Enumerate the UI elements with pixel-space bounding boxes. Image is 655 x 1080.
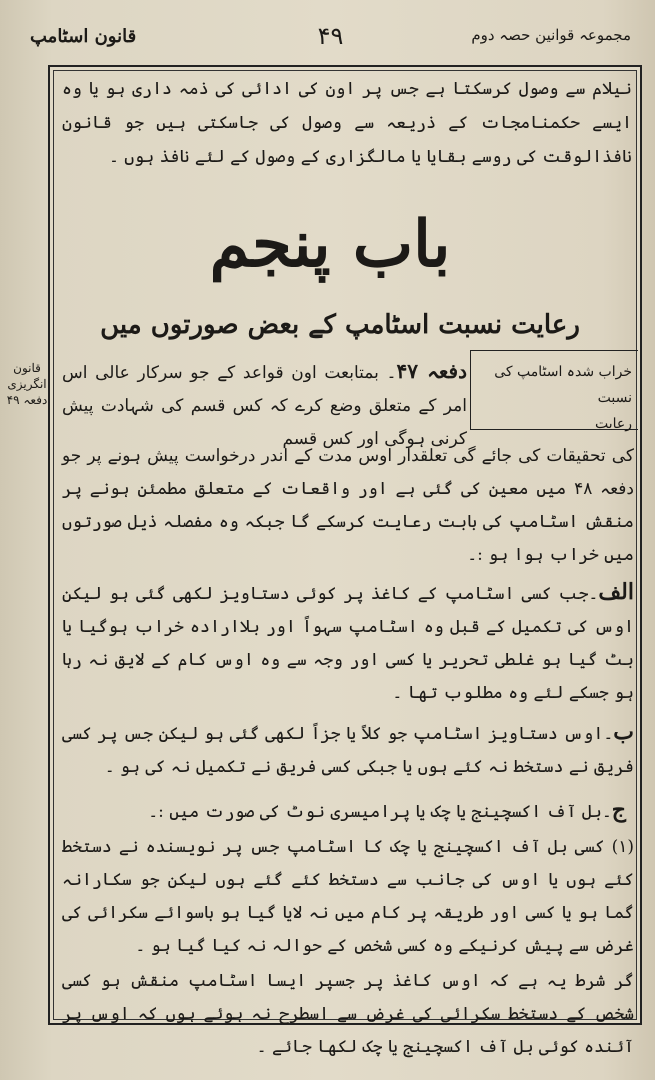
intro-paragraph <box>62 72 632 174</box>
section-body <box>62 440 634 1064</box>
section-number: دفعہ ۴۷ <box>396 359 468 383</box>
sub-item-1 <box>62 831 634 963</box>
item-label: الف <box>598 579 634 605</box>
proviso <box>62 965 634 1064</box>
item-label: ج <box>611 797 626 823</box>
section-text-top: ۔ بمتابعت اون قواعد کے جو سرکار عالی اس امر کے متعلق وضع کرے کہ کس قسم کی شہادت پیش کرنی ہوگی اور کس قسم <box>62 363 467 449</box>
margin-note-line1: قانون انگریزی <box>7 361 47 391</box>
item-text: ۔بل آف اکسچینج یا چک یا پرامیسری نوٹ کی صورت میں :۔ <box>148 802 612 822</box>
running-title: قانون اسٹامپ <box>30 26 137 47</box>
item-text: ۔جب کسی اسٹامپ کے کاغذ پر کوئی دستاویز لکھی گئی ہو لیکن اوس کی تکمیل کے قبل وہ اسٹامپ سہواً اور بلاارادہ خراب ہوگیا یا بٹ گیا ہو غلطی تحریر یا کسی اور وجہ سے وہ اوس کام کے لایق نہ رہا ہو جسکے لئے وہ مطلوب تھا ۔ <box>62 584 634 703</box>
item-alif <box>62 576 634 710</box>
side-heading-line2: رعایت <box>594 416 632 432</box>
chapter-subtitle: رعایت نسبت اسٹامپ کے بعض صورتوں میں <box>100 310 580 340</box>
page-number: ۴۹ <box>317 22 344 50</box>
proviso-text: گر شرط یہ ہے کہ اوس کاغذ پر جسپر ایسا اسٹامپ منقش ہو کسی شخص کے دستخط سکرائی کی غرض سے اسطرح نہ ہوئے ہوں کہ اوس پر آئندہ کوئی بل آف اکسچینج یا چک لکھا جائے ۔ <box>62 971 634 1057</box>
intro-text: نیلام سے وصول کرسکتا ہے جس پر اون کی ادائی کی ذمہ داری ہو یا وہ ایسے حکمنامجات کے ذریعہ سے وصول کی جاسکتی ہیں جو قانون نافذالوقت کی روسے بقایا یا مالگزاری کے وصول کے لئے نافذ ہوں ۔ <box>62 79 632 167</box>
item-text: ۔اوس دستاویز اسٹامپ جو کلاً یا جزاً لکھی گئی ہو لیکن جس پر کسی فریق نے دستخط نہ کئے ہوں یا جبکی کسی فریق نے تکمیل نہ کی ہو ۔ <box>62 724 634 777</box>
sub-item-text: کسی بل آف اکسچینج یا چک کا اسٹامپ جس پر نویسندہ نے دستخط کئے ہوں یا اوس کی جانب سے دستخط کئے گئے ہوں لیکن جو سکارانہ گما ہو یا کسی اور طریقہ پر کام میں نہ لایا گیا ہو باسوائے سکرائی کی غرض سے پیش کرنیکے وہ کسی شخص کے حوالہ نہ کیا گیا ہو ۔ <box>62 837 634 956</box>
page-header <box>30 22 631 58</box>
margin-note-line2: دفعہ ۴۹ <box>6 393 48 407</box>
section-text-main: کی تحقیقات کی جائے گی تعلقدار اوس مدت کے اندر درخواست پیش ہونے پر جو دفعہ ۴۸ میں معین کی گئی ہے اور واقعات کے متعلق مطمئن ہونے پر منقش اسٹامپ کی بابت رعایت کرسکے گا جبکہ وہ مفصلہ ذیل صورتوں میں خراب ہوا ہو :۔ <box>62 446 634 565</box>
item-jeem <box>62 794 634 829</box>
sub-item-number: (۱) <box>611 837 634 857</box>
book-part-title: مجموعہ قوانین حصہ دوم <box>471 26 631 44</box>
item-be <box>62 716 634 784</box>
item-label: ب <box>613 719 634 745</box>
margin-note <box>2 360 52 408</box>
side-heading-line1: خراب شدہ اسٹامپ کی نسبت <box>494 364 632 406</box>
section-side-heading <box>470 350 638 430</box>
chapter-title: باب پنجم <box>209 207 451 282</box>
